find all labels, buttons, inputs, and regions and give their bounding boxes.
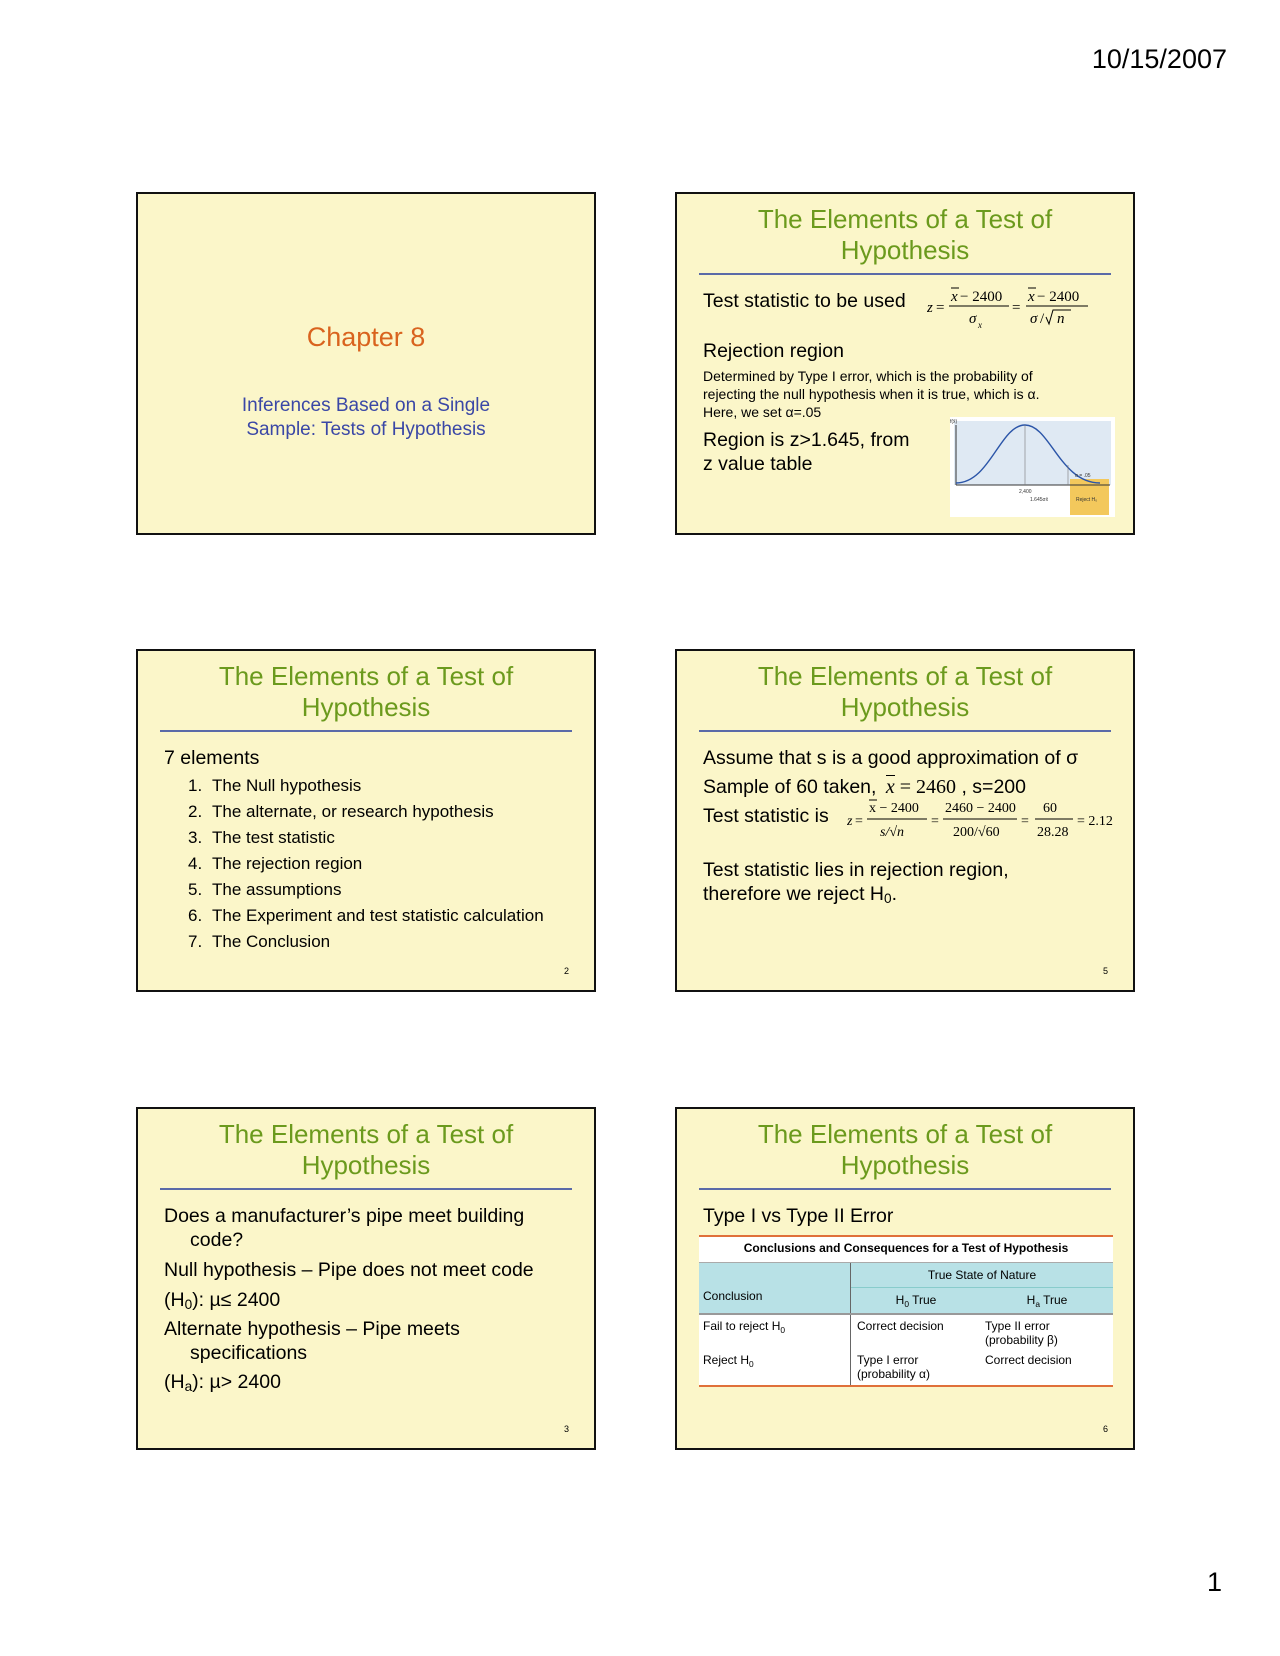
header-date: 10/15/2007 xyxy=(1091,44,1227,74)
title-line-1: The Elements of a Test of xyxy=(218,1119,514,1149)
title-divider xyxy=(160,730,572,732)
slide-title xyxy=(156,1119,576,1181)
svg-text:=: = xyxy=(936,300,945,316)
list-item-number: 3. xyxy=(188,828,203,847)
xbar-symbol: x xyxy=(885,776,895,798)
question-line-1: Does a manufacturer’s pipe meet building xyxy=(164,1205,525,1227)
title-line-1: The Elements of a Test of xyxy=(757,661,1053,691)
row-fail-text: Fail to reject H xyxy=(703,1319,781,1333)
sample-label: Sample of 60 taken, xyxy=(703,776,877,798)
list-item-text: The alternate, or research hypothesis xyxy=(212,802,494,821)
chapter-subtitle xyxy=(138,394,594,442)
list-item-number: 1. xyxy=(188,776,203,795)
error-heading: Type I vs Type II Error xyxy=(703,1205,894,1227)
list-item xyxy=(188,929,544,955)
cell-reject-ha: Correct decision xyxy=(985,1353,1072,1367)
slide-chapter-title xyxy=(136,192,596,535)
h0-true-text: True xyxy=(912,1293,937,1307)
formula-den-2: 200/√60 xyxy=(953,825,1000,840)
sample-sd: , s=200 xyxy=(961,776,1026,798)
error-table xyxy=(699,1235,1113,1387)
cell-reject-h0-b: (probability α) xyxy=(857,1367,930,1381)
list-item-number: 2. xyxy=(188,802,203,821)
ha-relation: µ> 2400 xyxy=(209,1371,281,1393)
slide-title xyxy=(695,661,1115,723)
ha-true-header: $H_a$ True xyxy=(1026,1293,1068,1309)
slide-test-statistic xyxy=(675,192,1135,535)
chart-cut-label: 1.645σx̄ xyxy=(1030,497,1049,503)
svg-text:x: x xyxy=(951,289,958,305)
conclusion-line-2: therefore we reject $H_0$. xyxy=(703,883,898,906)
list-item-number: 5. xyxy=(188,880,203,899)
chart-alpha-label: α = .05 xyxy=(1075,473,1091,479)
slide-pipe-example xyxy=(136,1107,596,1450)
title-divider xyxy=(160,1188,572,1190)
title-line-1: The Elements of a Test of xyxy=(757,204,1053,234)
svg-text:z: z xyxy=(927,300,933,316)
slide-title xyxy=(695,204,1115,266)
formula-den-3: 28.28 xyxy=(1037,825,1069,840)
chart-axis-label: f(x̄) xyxy=(950,419,958,425)
cell-fail-ha-a: Type II error xyxy=(985,1319,1050,1333)
slide-title xyxy=(156,661,576,723)
header-conclusion: Conclusion xyxy=(699,1263,851,1313)
assumption-line: Assume that s is a good approximation of σ xyxy=(703,747,1079,769)
desc-line-2: rejecting the null hypothesis when it is true, which is α. xyxy=(703,386,1040,402)
test-stat-formula xyxy=(847,797,1127,845)
slide-calculation xyxy=(675,649,1135,992)
table-col-h0 xyxy=(851,1315,981,1385)
list-item xyxy=(188,799,544,825)
row-fail-label: Fail to reject $H_0$ xyxy=(703,1319,786,1335)
rejection-heading: Rejection region xyxy=(703,340,844,362)
title-line-2: Hypothesis xyxy=(840,692,970,722)
chart-mean-label: 2,400 xyxy=(1019,489,1032,495)
table-row-labels xyxy=(699,1315,851,1385)
conclusion-line-1: Test statistic lies in rejection region, xyxy=(703,859,1009,881)
slide-number: 2 xyxy=(563,966,569,976)
title-line-2: Hypothesis xyxy=(840,235,970,265)
z-formula xyxy=(927,280,1117,330)
region-line-1: Region is z>1.645, from xyxy=(703,429,910,451)
list-item-text: The Conclusion xyxy=(212,932,331,951)
xbar-equals: = 2460 xyxy=(899,776,957,798)
true-state-label: True State of Nature xyxy=(851,1263,1113,1288)
svg-text:− 2400: − 2400 xyxy=(960,289,1003,305)
list-item xyxy=(188,877,544,903)
region-line-2: z value table xyxy=(703,453,813,475)
sample-line xyxy=(703,775,1119,799)
title-divider xyxy=(699,730,1111,732)
slide-number: 5 xyxy=(1102,966,1108,976)
h0-relation: µ≤ 2400 xyxy=(209,1289,281,1311)
svg-text:x: x xyxy=(978,320,982,330)
table-body xyxy=(699,1315,1113,1387)
slide-title xyxy=(695,1119,1115,1181)
table-header xyxy=(699,1263,1113,1315)
svg-text:σ: σ xyxy=(1030,311,1038,327)
slide-number: 3 xyxy=(563,1424,569,1434)
formula-num-3: 60 xyxy=(1043,801,1057,816)
slide-number: 6 xyxy=(1102,1424,1108,1434)
xbar-value xyxy=(886,776,956,798)
cell-fail-ha-b: (probability β) xyxy=(985,1333,1058,1347)
list-item-text: The test statistic xyxy=(212,828,335,847)
svg-text:n: n xyxy=(1057,311,1065,327)
svg-text:=: = xyxy=(931,814,939,829)
title-divider xyxy=(699,1188,1111,1190)
list-item-text: The Null hypothesis xyxy=(212,776,362,795)
list-item-text: The Experiment and test statistic calculation xyxy=(212,906,544,925)
title-divider xyxy=(699,273,1111,275)
test-stat-label: Test statistic is xyxy=(703,805,829,827)
title-line-2: Hypothesis xyxy=(840,1150,970,1180)
question-line-2: code? xyxy=(190,1229,244,1251)
table-caption: Conclusions and Consequences for a Test of Hypothesis xyxy=(699,1235,1113,1263)
list-item-number: 7. xyxy=(188,932,203,951)
svg-text:z: z xyxy=(847,814,853,829)
title-line-1: The Elements of a Test of xyxy=(218,661,514,691)
desc-line-3: Here, we set α=.05 xyxy=(703,404,822,420)
list-item xyxy=(188,903,544,929)
svg-text:x: x xyxy=(1028,289,1035,305)
page-number: 1 xyxy=(1206,1567,1222,1597)
formula-den-1: s/√n xyxy=(880,825,905,840)
stat-label: Test statistic to be used xyxy=(703,290,906,312)
svg-text:=: = xyxy=(1012,300,1021,316)
table-col-ha xyxy=(981,1315,1113,1385)
formula-num-1: x − 2400 xyxy=(869,801,919,816)
title-line-1: The Elements of a Test of xyxy=(757,1119,1053,1149)
list-item-text: The assumptions xyxy=(212,880,342,899)
svg-text:=: = xyxy=(1021,814,1029,829)
chart-reject-label: Reject H₀ xyxy=(1076,497,1098,503)
rejection-description xyxy=(703,367,1119,421)
list-item-number: 4. xyxy=(188,854,203,873)
list-item-number: 6. xyxy=(188,906,203,925)
svg-text:σ: σ xyxy=(969,311,977,327)
cell-reject-h0-a: Type I error xyxy=(857,1353,919,1367)
header-true-state xyxy=(851,1263,1113,1313)
title-line-2: Hypothesis xyxy=(301,1150,431,1180)
elements-intro: 7 elements xyxy=(164,747,260,769)
subtitle-line-2: Sample: Tests of Hypothesis xyxy=(246,419,486,440)
row-reject-text: Reject H xyxy=(703,1353,750,1367)
alt-line-2: specifications xyxy=(190,1342,308,1364)
question xyxy=(164,1204,580,1252)
list-item xyxy=(188,825,544,851)
slide-seven-elements xyxy=(136,649,596,992)
list-item xyxy=(188,851,544,877)
null-hypothesis: Null hypothesis – Pipe does not meet code xyxy=(164,1259,534,1281)
conclusion-text xyxy=(703,858,1119,911)
ha-true-text: True xyxy=(1043,1293,1068,1307)
formula-result: = 2.12 xyxy=(1077,814,1113,829)
title-line-2: Hypothesis xyxy=(301,692,431,722)
h0-statement: $(H_0)$: µ≤ 2400 xyxy=(164,1289,281,1312)
svg-text:/: / xyxy=(1040,311,1045,327)
elements-list xyxy=(188,773,544,955)
alternate-hypothesis xyxy=(164,1317,580,1365)
desc-line-1: Determined by Type I error, which is the probability of xyxy=(703,368,1033,384)
h0-true-header: $H_0$ True xyxy=(895,1293,937,1309)
normal-curve-figure xyxy=(950,417,1115,517)
row-reject-label: Reject $H_0$ xyxy=(703,1353,754,1369)
alt-line-1: Alternate hypothesis – Pipe meets xyxy=(164,1318,460,1340)
list-item-text: The rejection region xyxy=(212,854,363,873)
conclusion-line-2-text: therefore we reject H xyxy=(703,883,884,905)
chapter-title: Chapter 8 xyxy=(306,322,426,352)
ha-statement: $(H_a)$: µ> 2400 xyxy=(164,1371,281,1394)
formula-num-2: 2460 − 2400 xyxy=(945,801,1016,816)
slide-error-types xyxy=(675,1107,1135,1450)
subtitle-line-1: Inferences Based on a Single xyxy=(241,395,491,416)
list-item xyxy=(188,773,544,799)
cell-fail-h0: Correct decision xyxy=(857,1319,944,1333)
svg-text:− 2400: − 2400 xyxy=(1037,289,1080,305)
svg-text:=: = xyxy=(855,814,863,829)
